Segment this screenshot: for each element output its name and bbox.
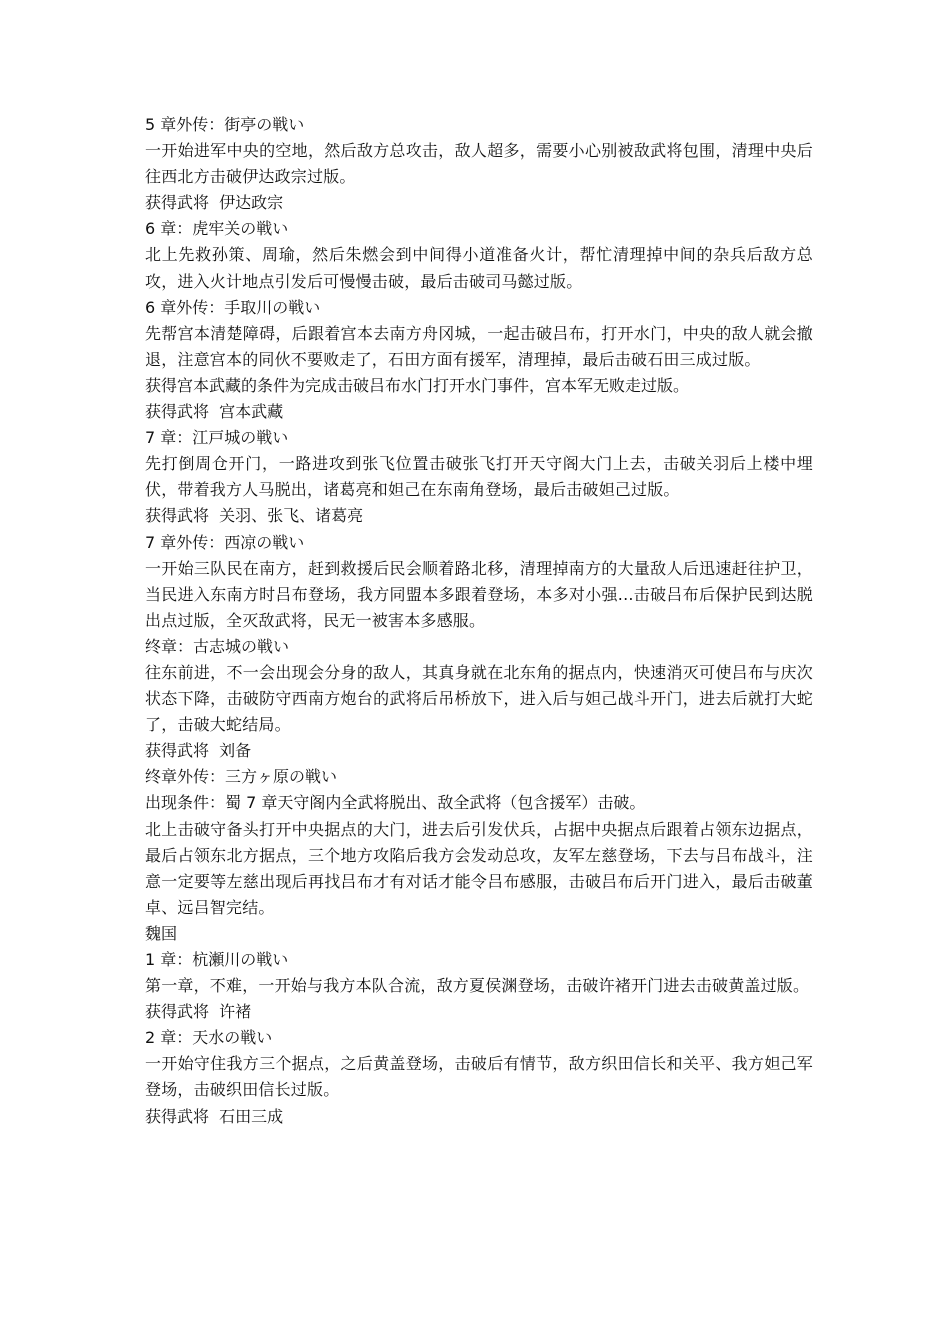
unlock-line: 获得武将 伊达政宗 (145, 193, 284, 213)
chapter-heading: 7 章：江戸城の戦い (145, 428, 289, 448)
chapter-heading: 5 章外传：街亭の戦い (145, 115, 305, 134)
document-page (145, 112, 813, 1130)
chapter-heading: 6 章：虎牢关の戦い (145, 219, 289, 239)
walkthrough-paragraph: 第一章，不难，一开始与我方本队合流，敌方夏侯渊登场，击破许褚开门进去击破黄盖过版。 (145, 976, 810, 996)
unlock-line: 获得武将 宫本武藏 (145, 402, 284, 422)
unlock-line: 获得武将 许褚 (145, 1002, 252, 1022)
chapter-heading: 6 章外传：手取川の戦い (145, 297, 321, 317)
unlock-line: 获得武将 刘备 (145, 741, 252, 761)
chapter-heading: 终章外传：三方ヶ原の戦い (145, 767, 338, 787)
section-heading: 魏国 (145, 923, 178, 943)
chapter-heading: 7 章外传：西凉の戦い (145, 532, 305, 552)
unlock-line: 获得武将 石田三成 (145, 1106, 284, 1126)
condition-line: 获得宫本武藏的条件为完成击破吕布水门打开水门事件，宫本军无败走过版。 (145, 375, 690, 395)
walkthrough-paragraph: 北上击破守备头打开中央据点的大门，进去后引发伏兵，占据中央据点后跟着占领东边据点，最后占领东北方据点，三个地方攻陷后我方会发动总攻，友军左慈登场，下去与吕布战斗，注意一定要等左慈出现后再找吕布才有对话才能令吕布感服，击破吕布后开门进入，最后击破董卓、远吕智完结。 (145, 819, 813, 917)
walkthrough-paragraph: 北上先救孙策、周瑜，然后朱燃会到中间得小道准备火计，帮忙清理掉中间的杂兵后敌方总攻，进入火计地点引发后可慢慢击破，最后击破司马懿过版。 (145, 245, 813, 291)
walkthrough-paragraph: 先打倒周仓开门，一路进攻到张飞位置击破张飞打开天守阁大门上去，击破关羽后上楼中埋伏，带着我方人马脱出，诸葛亮和妲己在东南角登场，最后击破妲己过版。 (145, 454, 813, 500)
walkthrough-paragraph: 一开始进军中央的空地，然后敌方总攻击，敌人超多，需要小心别被敌武将包围，清理中央后往西北方击破伊达政宗过版。 (145, 141, 813, 187)
chapter-heading: 终章：古志城の戦い (145, 636, 290, 656)
walkthrough-paragraph: 一开始三队民在南方，赶到救援后民会顺着路北移，清理掉南方的大量敌人后迅速赶往护卫，当民进入东南方时吕布登场，我方同盟本多跟着登场，本多对小强...击破吕布后保护民到达脱出点过版，全灭敌武将，民无一被害本多感服。 (145, 558, 813, 630)
walkthrough-paragraph: 一开始守住我方三个据点，之后黄盖登场，击破后有情节，敌方织田信长和关平、我方妲己军登场，击破织田信长过版。 (145, 1054, 813, 1100)
walkthrough-paragraph: 往东前进，不一会出现会分身的敌人，其真身就在北东角的据点内，快速消灭可使吕布与庆次状态下降，击破防守西南方炮台的武将后吊桥放下，进入后与妲己战斗开门，进去后就打大蛇了，击破大蛇结局。 (145, 662, 813, 735)
unlock-line: 获得武将 关羽、张飞、诸葛亮 (145, 506, 364, 526)
chapter-heading: 2 章：天水の戦い (145, 1028, 273, 1048)
walkthrough-paragraph: 先帮宫本清楚障碍，后跟着宫本去南方舟冈城，一起击破吕布，打开水门，中央的敌人就会撤退，注意宫本的同伙不要败走了，石田方面有援军，清理掉，最后击破石田三成过版。 (145, 323, 813, 369)
condition-line: 出现条件：蜀 7 章天守阁内全武将脱出、敌全武将（包含援军）击破。 (145, 793, 646, 813)
chapter-heading: 1 章：杭瀬川の戦い (145, 950, 289, 969)
